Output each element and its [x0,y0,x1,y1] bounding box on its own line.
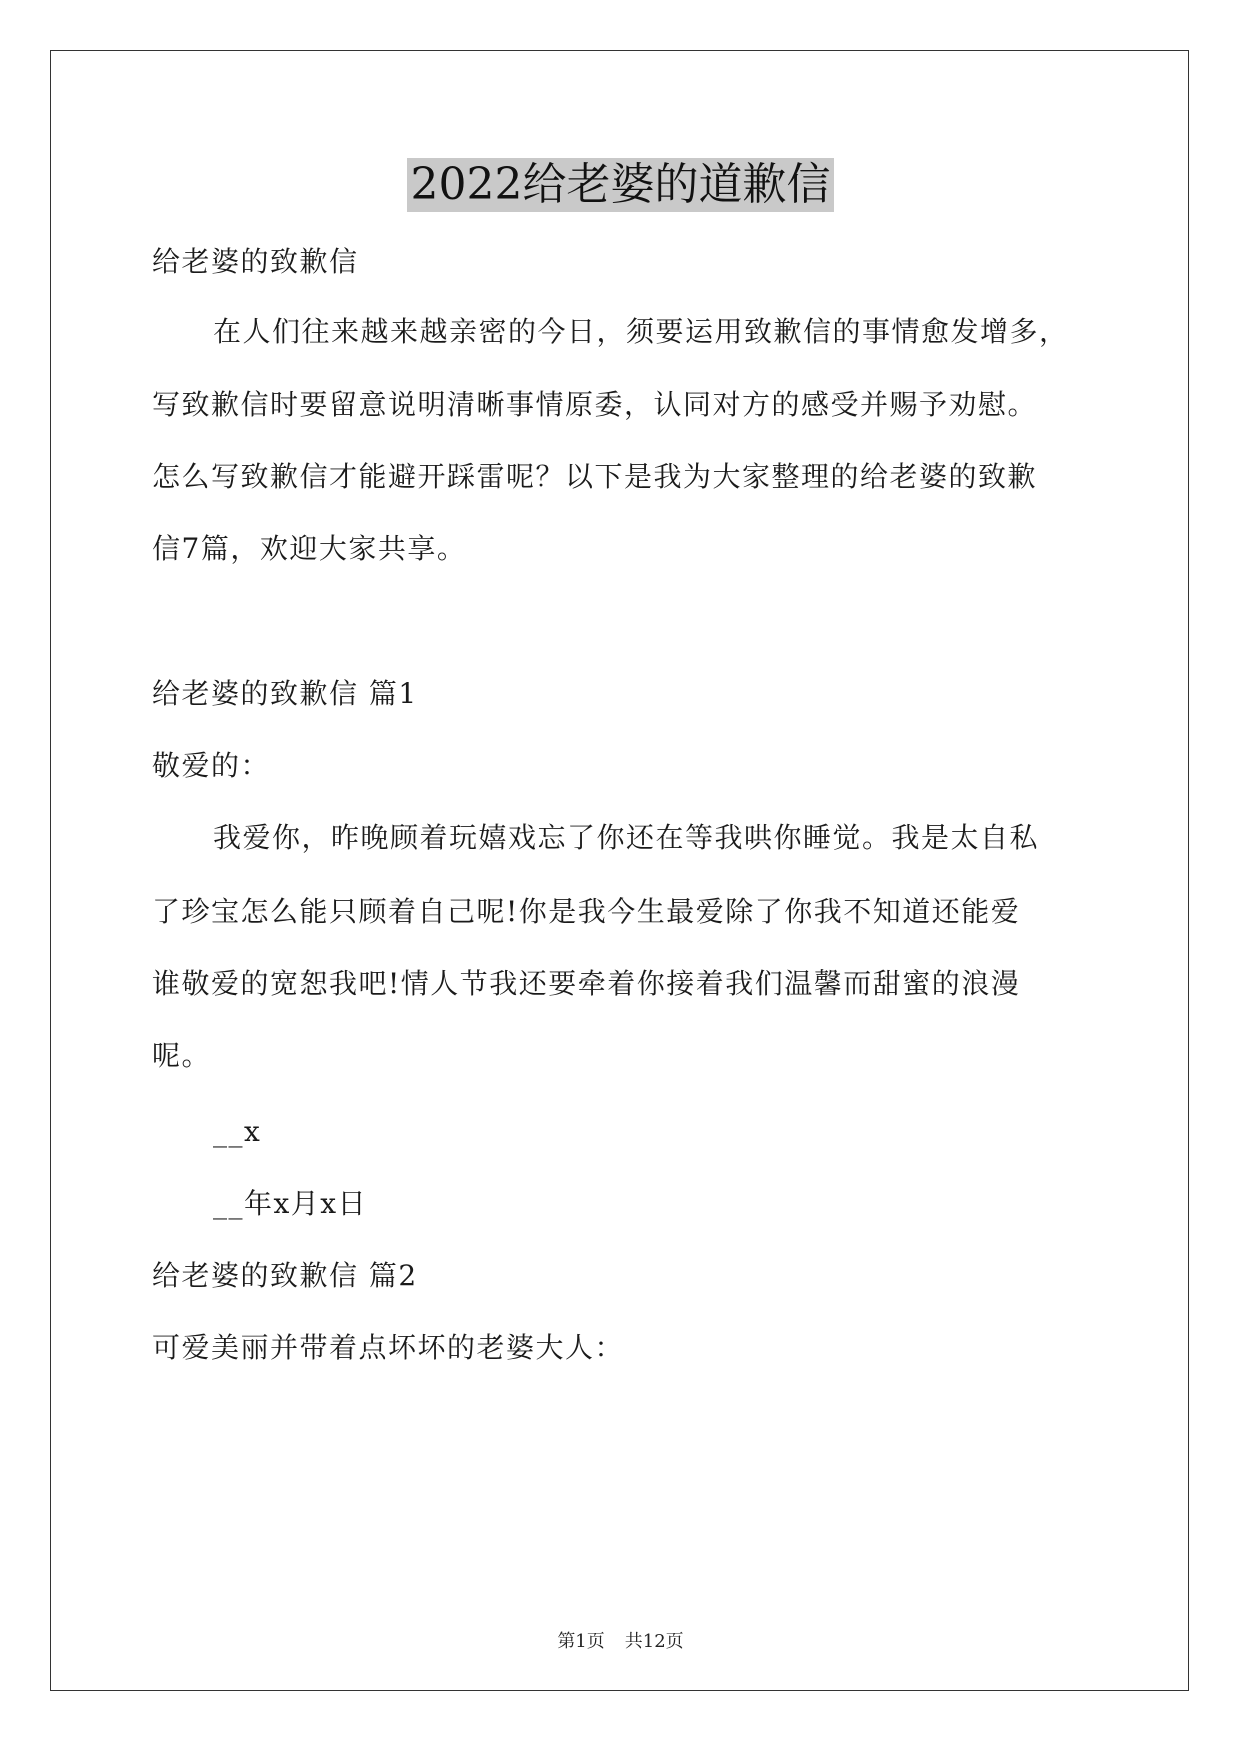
salutation: 敬爱的： [152,749,271,782]
salutation-2: 可爱美丽并带着点坏坏的老婆大人： [152,1331,625,1364]
letter-line: 我爱你，昨晚顾着玩嬉戏忘了你还在等我哄你睡觉。我是太自私 [213,821,1040,854]
letter-line: 呢。 [152,1039,212,1072]
page-footer [0,1630,1241,1654]
letter-line: 了珍宝怎么能只顾着自己呢!你是我今生最爱除了你我不知道还能爱 [152,895,1021,928]
signature: __x [213,1115,262,1148]
section-heading-2: 给老婆的致歉信 篇2 [152,1259,418,1292]
title-container [0,158,1241,212]
paragraph-line: 信7篇，欢迎大家共享。 [152,532,467,565]
paragraph-line: 在人们往来越来越亲密的今日，须要运用致歉信的事情愈发增多， [213,315,1069,348]
paragraph-line: 怎么写致歉信才能避开踩雷呢？以下是我为大家整理的给老婆的致歉 [152,460,1038,493]
date-line: __年x月x日 [213,1187,368,1220]
paragraph-line: 写致歉信时要留意说明清晰事情原委，认同对方的感受并赐予劝慰。 [152,388,1038,421]
page-total: 共12页 [624,1631,684,1652]
letter-line: 谁敬爱的宽恕我吧!情人节我还要牵着你接着我们温馨而甜蜜的浪漫 [152,967,1021,1000]
section-heading-1: 给老婆的致歉信 篇1 [152,677,418,710]
page-number: 第1页 [557,1631,605,1652]
page-border [50,50,1189,1691]
intro-heading: 给老婆的致歉信 [152,245,359,278]
document-title: 2022给老婆的道歉信 [407,158,835,212]
